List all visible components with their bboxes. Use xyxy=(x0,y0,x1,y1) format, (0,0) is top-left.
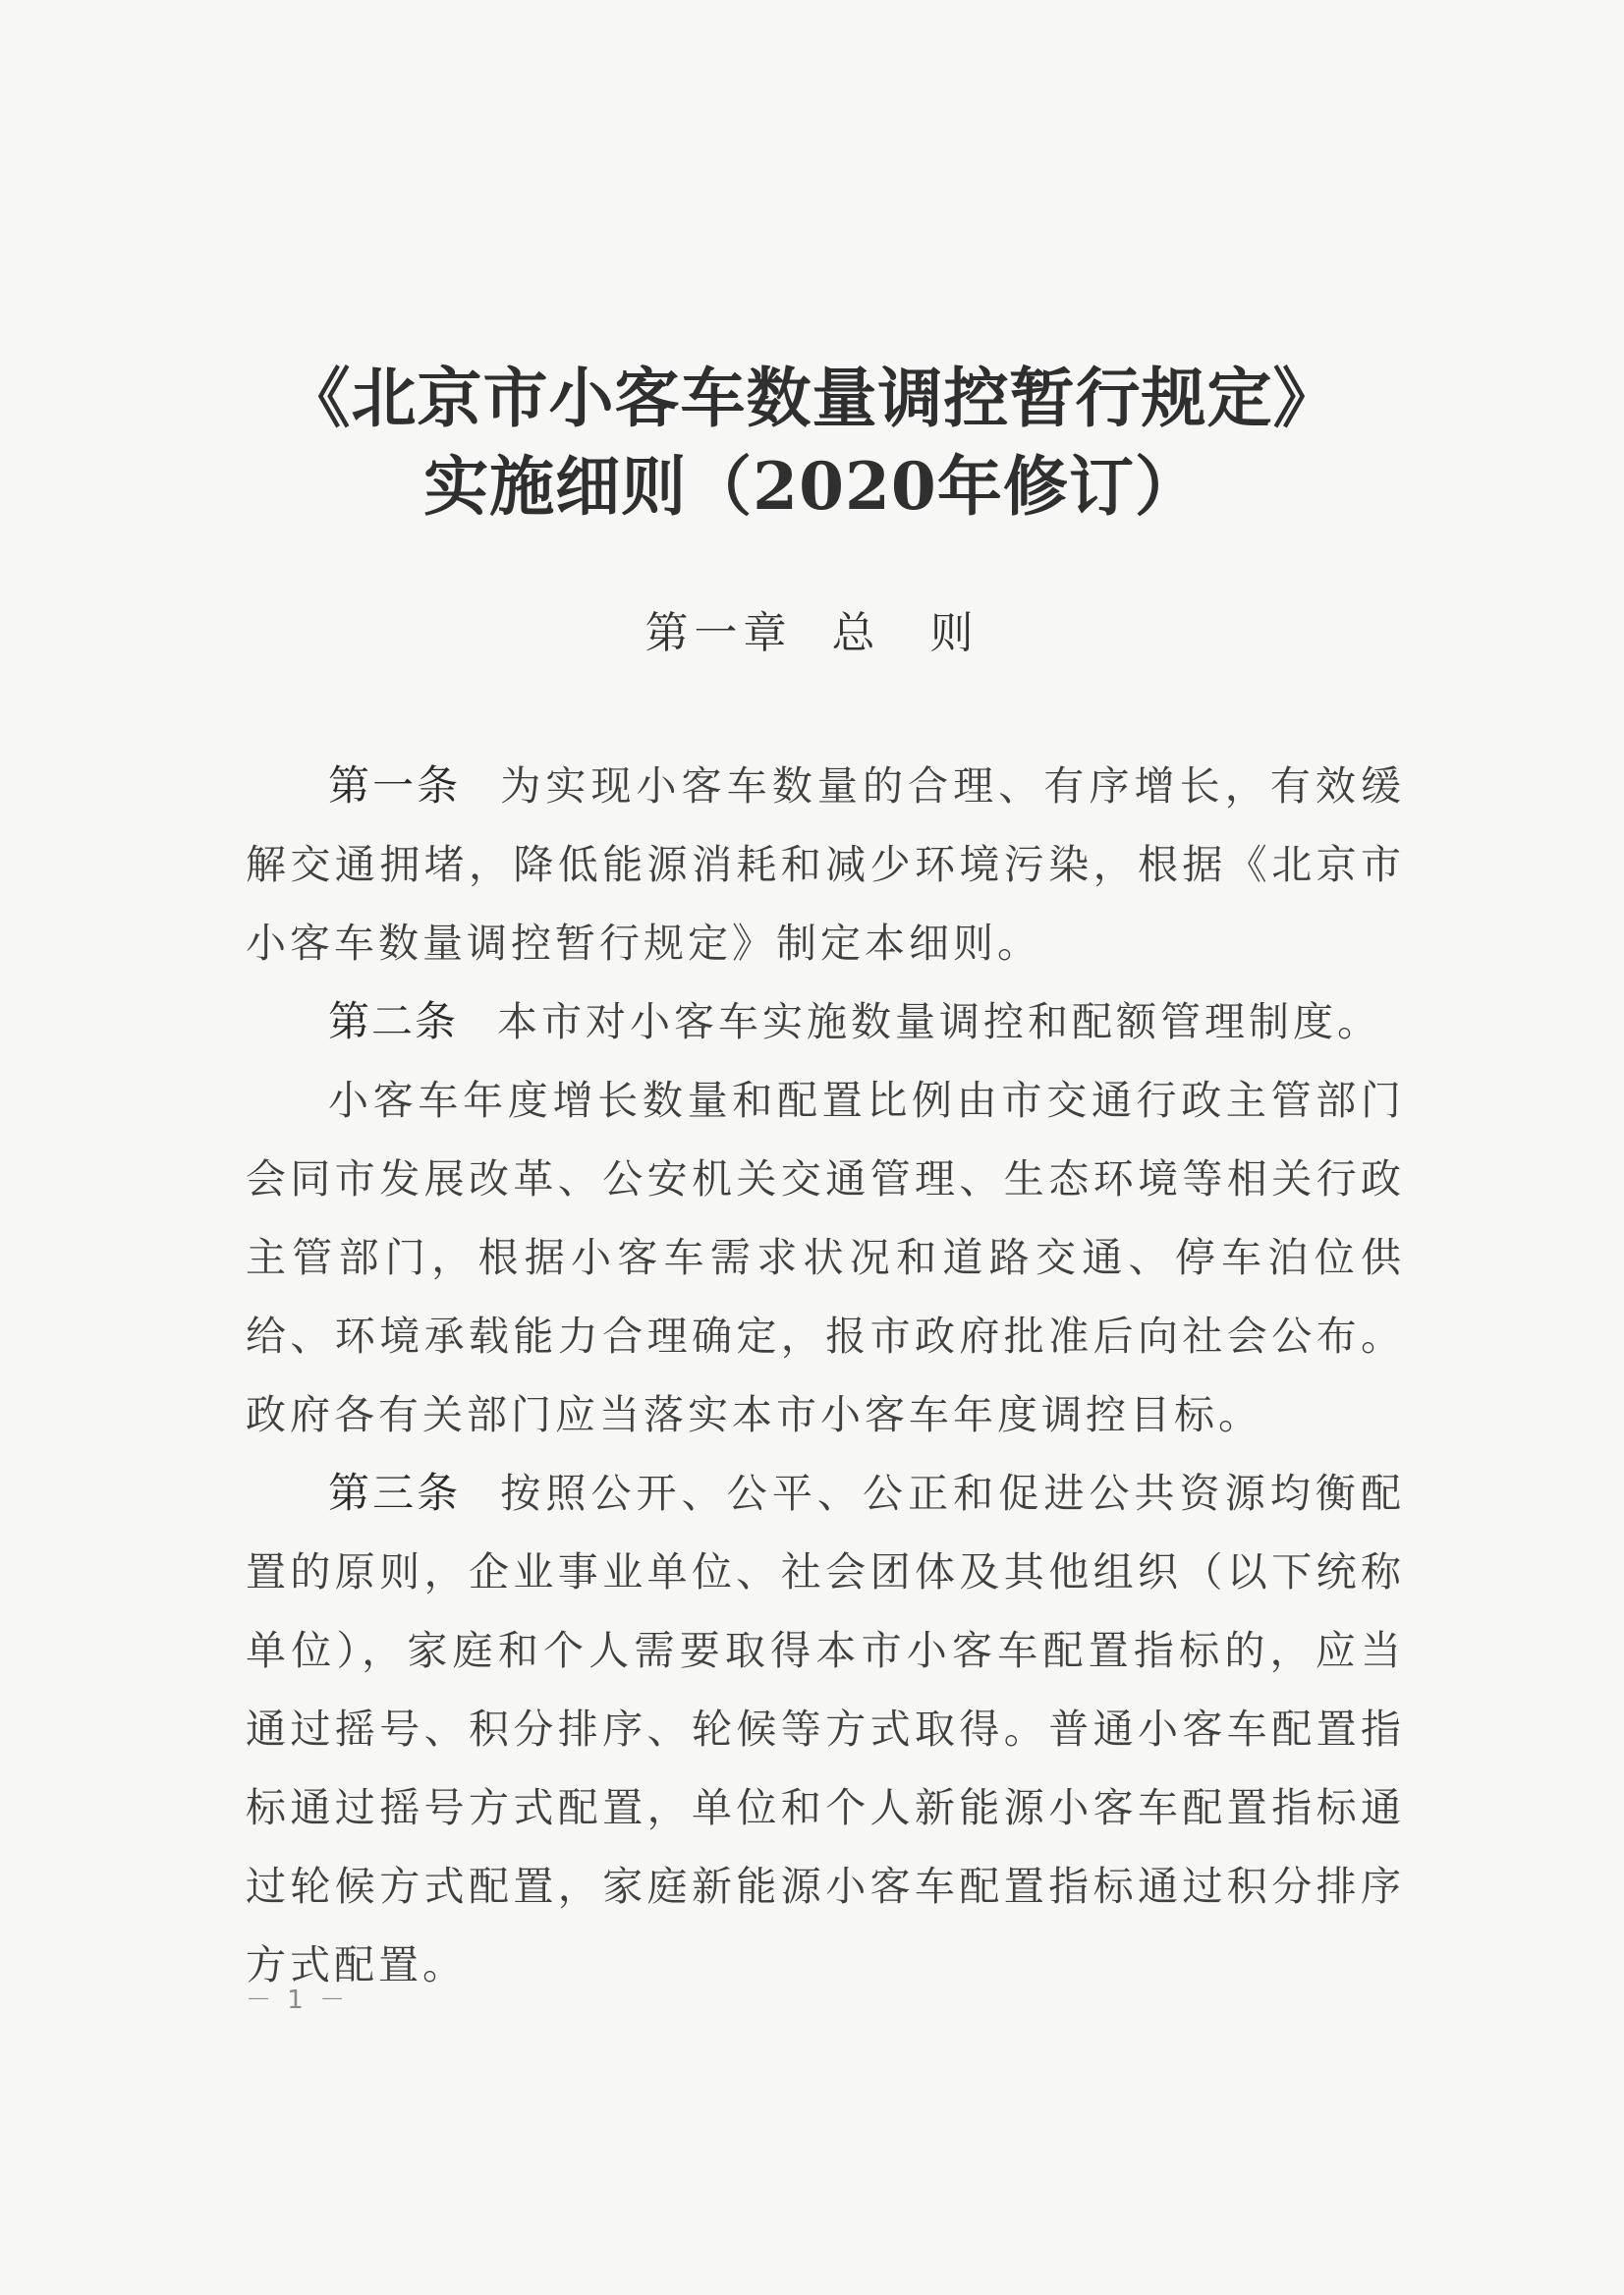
article-paragraph xyxy=(246,982,1405,1061)
page-number: － 1 － xyxy=(246,1986,350,2015)
article-label: 第三条 xyxy=(328,1469,462,1517)
chapter-title: 总 则 xyxy=(831,608,980,658)
chapter-heading xyxy=(0,604,1624,663)
article-text: 小客车年度增长数量和配置比例由市交通行政主管部门会同市发展改革、公安机关交通管理、生态环境等相关行政主管部门，根据小客车需求状况和道路交通、停车泊位供给、环境承载能力合理确定，报市政府批准后向社会公布。政府各有关部门应当落实本市小客车年度调控目标。 xyxy=(246,1077,1405,1438)
article-label: 第一条 xyxy=(328,761,462,810)
article-paragraph xyxy=(246,747,1405,982)
article-text: 按照公开、公平、公正和促进公共资源均衡配置的原则，企业事业单位、社会团体及其他组织（以下统称单位），家庭和个人需要取得本市小客车配置指标的，应当通过摇号、积分排序、轮候等方式取得。普通小客车配置指标通过摇号方式配置，单位和个人新能源小客车配置指标通过轮候方式配置，家庭新能源小客车配置指标通过积分排序方式配置。 xyxy=(246,1470,1405,1988)
article-text: 为实现小客车数量的合理、有序增长，有效缓解交通拥堵，降低能源消耗和减少环境污染，根据《北京市小客车数量调控暂行规定》制定本细则。 xyxy=(246,762,1405,967)
title-line-1: 《北京市小客车数量调控暂行规定》 xyxy=(285,360,1339,436)
article-paragraph xyxy=(246,1454,1405,2004)
article-text: 本市对小客车实施数量调控和配额管理制度。 xyxy=(497,998,1382,1045)
document-body xyxy=(246,747,1405,2004)
document-title xyxy=(0,354,1624,531)
title-line-2: 实施细则（2020年修订） xyxy=(423,448,1201,525)
article-paragraph xyxy=(246,1061,1405,1454)
chapter-label: 第一章 xyxy=(644,608,793,658)
article-label: 第二条 xyxy=(328,997,459,1045)
